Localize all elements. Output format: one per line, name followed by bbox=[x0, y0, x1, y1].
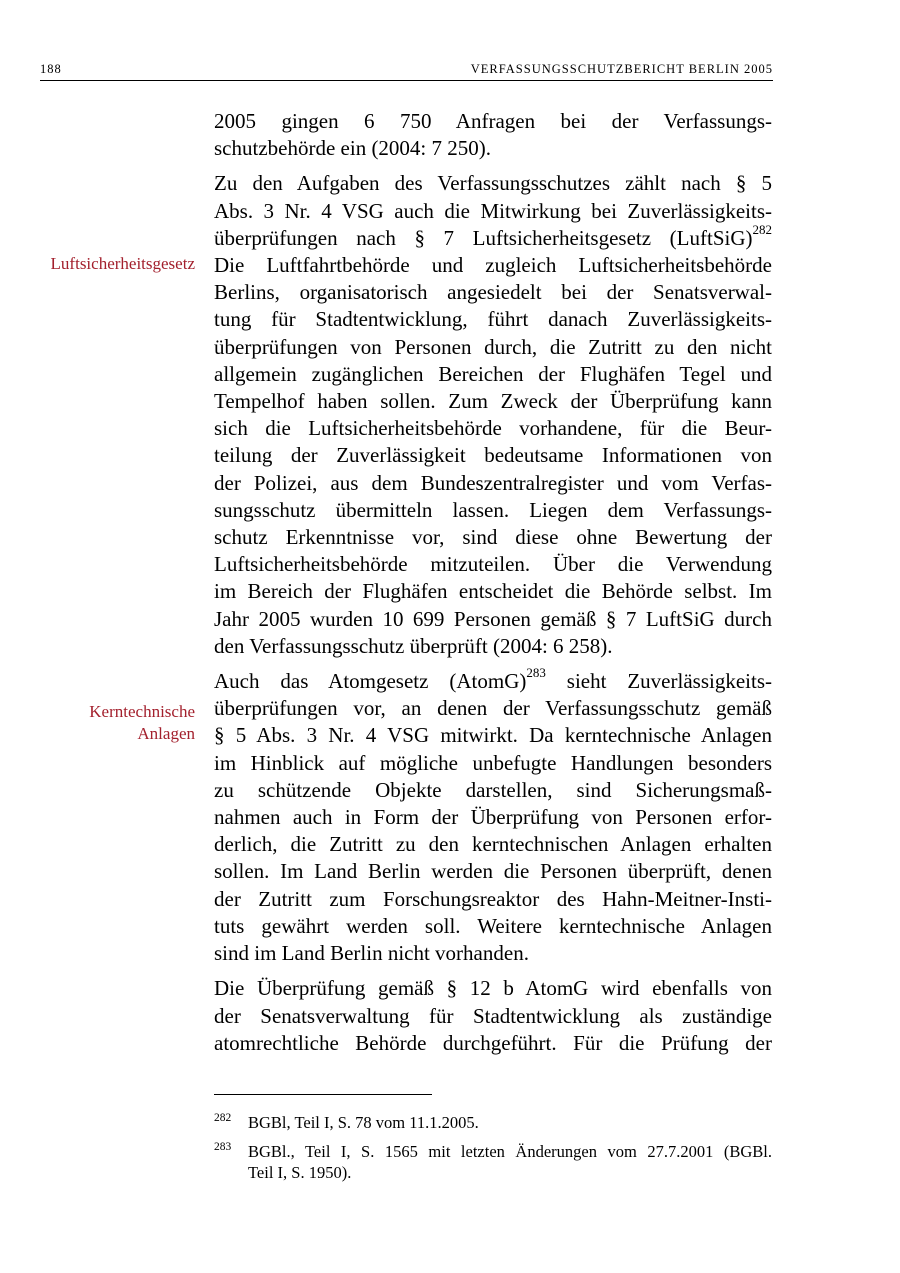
text-line: teilung der Zuverlässigkeit bedeutsame Informationen von bbox=[214, 443, 772, 468]
text-line: derlich, die Zutritt zu den kerntechnischen Anlagen erhalten bbox=[214, 832, 772, 857]
text-line: Zu den Aufgaben des Verfassungsschutzes zählt nach § 5 bbox=[214, 171, 772, 196]
text-fragment: Auch das Atomgesetz (AtomG) bbox=[214, 669, 527, 694]
text-line: allgemein zugänglichen Bereichen der Flughäfen Tegel und bbox=[214, 361, 772, 386]
text-line: sind im Land Berlin nicht vorhanden. bbox=[214, 941, 529, 966]
margin-note-text: Luftsicherheitsgesetz bbox=[50, 254, 195, 273]
text-line: der Polizei, aus dem Bundeszentralregister und vom Verfas- bbox=[214, 470, 772, 495]
footnote-number: 282 bbox=[214, 1112, 232, 1124]
text-line: überprüfungen von Personen durch, die Zutritt zu den nicht bbox=[214, 334, 772, 359]
running-title: VERFASSUNGSSCHUTZBERICHT BERLIN 2005 bbox=[470, 62, 773, 76]
footnote-text: BGBl, Teil I, S. 78 vom 11.1.2005. bbox=[248, 1113, 479, 1132]
text-line: § 5 Abs. 3 Nr. 4 VSG mitwirkt. Da kerntechnische Anlagen bbox=[214, 723, 772, 748]
footnote-text: Teil I, S. 1950). bbox=[248, 1163, 352, 1182]
text-line: 2005 gingen 6 750 Anfragen bei der Verfassungs- bbox=[214, 109, 772, 133]
text-line: Jahr 2005 wurden 10 699 Personen gemäß § 7 LuftSiG durch bbox=[214, 606, 772, 631]
text-line: Luftsicherheitsbehörde mitzuteilen. Über die Verwendung bbox=[214, 552, 772, 577]
text-line: sollen. Im Land Berlin werden die Personen überprüft, denen bbox=[214, 859, 772, 884]
margin-note-line: Kerntechnische bbox=[89, 702, 195, 721]
text-line: schutz Erkenntnisse vor, sind diese ohne Bewertung der bbox=[214, 525, 772, 550]
footnote-text: BGBl., Teil I, S. 1565 mit letzten Änderungen vom 27.7.2001 (BGBl. bbox=[248, 1142, 772, 1161]
text-line-with-ref bbox=[214, 221, 772, 252]
text-line: im Bereich der Flughäfen entscheidet die Behörde selbst. Im bbox=[214, 579, 772, 604]
text-line-with-ref bbox=[214, 665, 772, 695]
margin-note-line: Anlagen bbox=[137, 724, 195, 743]
text-line: überprüfungen vor, an denen der Verfassungsschutz gemäß bbox=[214, 696, 772, 721]
text-line: der Senatsverwaltung für Stadtentwicklung als zuständige bbox=[214, 1003, 772, 1028]
page-number: 188 bbox=[40, 62, 62, 76]
text-line: der Zutritt zum Forschungsreaktor des Hahn-Meitner-Insti- bbox=[214, 886, 772, 911]
margin-note-luftsicherheitsgesetz bbox=[20, 253, 195, 275]
text-line: Berlins, organisatorisch angesiedelt bei der Senatsverwal- bbox=[214, 280, 772, 305]
text-line: atomrechtliche Behörde durchgeführt. Für die Prüfung der bbox=[214, 1030, 772, 1055]
paragraph-1 bbox=[214, 108, 772, 162]
text-line: tung für Stadtentwicklung, führt danach Zuverlässigkeits- bbox=[214, 307, 772, 332]
text-line: den Verfassungsschutz überprüft (2004: 6 258). bbox=[214, 633, 613, 658]
footnote-separator bbox=[214, 1094, 432, 1095]
text-line: Die Überprüfung gemäß § 12 b AtomG wird ebenfalls von bbox=[214, 976, 772, 1001]
margin-note-kerntechnische-anlagen bbox=[20, 701, 195, 745]
footnote-number: 283 bbox=[214, 1141, 232, 1153]
text-line: tuts gewährt werden soll. Weitere kerntechnische Anlagen bbox=[214, 913, 772, 938]
text-line: im Hinblick auf mögliche unbefugte Handlungen besonders bbox=[214, 750, 772, 775]
footnote-282 bbox=[214, 1112, 772, 1133]
text-line: Abs. 3 Nr. 4 VSG auch die Mitwirkung bei Zuverlässigkeits- bbox=[214, 198, 772, 223]
paragraph-2 bbox=[214, 170, 772, 660]
text-line: sungsschutz übermitteln lassen. Liegen dem Verfassungs- bbox=[214, 497, 772, 522]
footnote-283 bbox=[214, 1141, 772, 1183]
paragraph-3 bbox=[214, 665, 772, 967]
text-line: nahmen auch in Form der Überprüfung von Personen erfor- bbox=[214, 805, 772, 830]
footnote-ref-283: 283 bbox=[526, 665, 546, 681]
footnotes bbox=[214, 1112, 772, 1191]
text-line: Tempelhof haben sollen. Zum Zweck der Überprüfung kann bbox=[214, 389, 772, 414]
text-line: Die Luftfahrtbehörde und zugleich Luftsicherheitsbehörde bbox=[214, 253, 772, 278]
footnote-ref-282: 282 bbox=[752, 221, 772, 237]
text-line: zu schützende Objekte darstellen, sind Sicherungsmaß- bbox=[214, 777, 772, 802]
page-header bbox=[40, 60, 773, 81]
paragraph-4 bbox=[214, 975, 772, 1057]
text-fragment: sieht Zuverlässigkeits- bbox=[545, 669, 772, 694]
text-line: schutzbehörde ein (2004: 7 250). bbox=[214, 136, 492, 161]
text-line: sich die Luftsicherheitsbehörde vorhandene, für die Beur- bbox=[214, 416, 772, 441]
text-fragment: überprüfungen nach § 7 Luftsicherheitsgesetz (LuftSiG) bbox=[214, 225, 753, 250]
main-text bbox=[214, 108, 772, 1065]
